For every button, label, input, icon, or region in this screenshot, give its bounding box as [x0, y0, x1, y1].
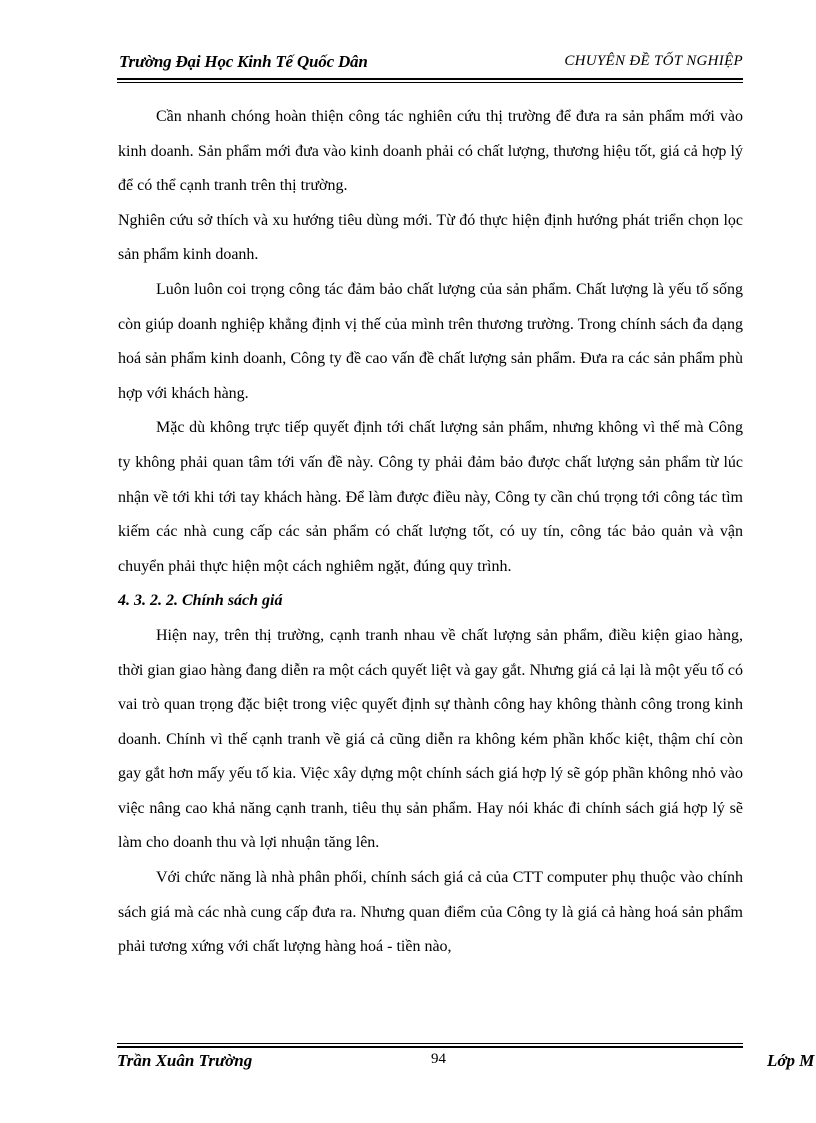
- paragraph-4: Mặc dù không trực tiếp quyết định tới chất lượng sản phẩm, nhưng không vì thế mà Công ty không phải quan tâm tới vấn đề này. Công ty phải đảm bảo được chất lượng sản phẩm từ lúc nhận về tới khi tới tay khách hàng. Để làm được điều này, Công ty cần chú trọng tới công tác tìm kiếm các nhà cung cấp các sản phẩm có chất lượng tốt, có uy tín, công tác bảo quản và vận chuyển phải thực hiện một cách nghiêm ngặt, đúng quy trình.: [118, 419, 743, 575]
- footer-class: Lớp M: [767, 1051, 815, 1070]
- page-footer: [117, 1048, 816, 1074]
- paragraph-2: Nghiên cứu sở thích và xu hướng tiêu dùng mới. Từ đó thực hiện định hướng phát triển chọn lọc sản phẩm kinh doanh.: [118, 211, 743, 264]
- document-body: [118, 100, 743, 965]
- paragraph-3: Luôn luôn coi trọng công tác đảm bảo chất lượng của sản phẩm. Chất lượng là yếu tố sống còn giúp doanh nghiệp khẳng định vị thế của mình trên thương trường. Trong chính sách đa dạng hoá sản phẩm kinh doanh, Công ty đề cao vấn đề chất lượng sản phẩm. Đưa ra các sản phẩm phù hợp với khách hàng.: [118, 280, 743, 402]
- header-document-type: CHUYÊN ĐỀ TỐT NGHIỆP: [564, 53, 743, 69]
- footer-rule-thin: [117, 1043, 743, 1044]
- header-rule-thin: [117, 82, 743, 83]
- paragraph-6: Với chức năng là nhà phân phối, chính sách giá cả của CTT computer phụ thuộc vào chính sách giá mà các nhà cung cấp đưa ra. Nhưng quan điểm của Công ty là giá cả hàng hoá sản phẩm phải tương xứng với chất lượng hàng hoá - tiền nào,: [118, 869, 743, 956]
- footer-author: Trần Xuân Trường: [117, 1051, 253, 1070]
- header-university: Trường Đại Học Kinh Tế Quốc Dân: [119, 52, 368, 71]
- paragraph-5: Hiện nay, trên thị trường, cạnh tranh nhau về chất lượng sản phẩm, điều kiện giao hàng, thời gian giao hàng đang diễn ra một cách quyết liệt và gay gắt. Nhưng giá cả lại là một yếu tố có vai trò quan trọng đặc biệt trong việc quyết định sự thành công hay không thành công trong kinh doanh. Chính vì thế cạnh tranh về giá cả cũng diễn ra không kém phần khốc kiệt, thậm chí còn gay gắt hơn mấy yếu tố kia. Việc xây dựng một chính sách giá hợp lý sẽ góp phần không nhỏ vào việc nâng cao khả năng cạnh tranh, tiêu thụ sản phẩm. Hay nói khác đi chính sách giá hợp lý sẽ làm cho doanh thu và lợi nhuận tăng lên.: [118, 626, 743, 852]
- page-number: 94: [431, 1051, 446, 1067]
- section-heading: 4. 3. 2. 2. Chính sách giá: [118, 592, 283, 610]
- header-rule-thick: [117, 78, 743, 80]
- page-header: [117, 50, 743, 76]
- paragraph-1: Cần nhanh chóng hoàn thiện công tác nghiên cứu thị trường để đưa ra sản phẩm mới vào kinh doanh. Sản phẩm mới đưa vào kinh doanh phải có chất lượng, thương hiệu tốt, giá cả hợp lý để có thể cạnh tranh trên thị trường.: [118, 108, 743, 195]
